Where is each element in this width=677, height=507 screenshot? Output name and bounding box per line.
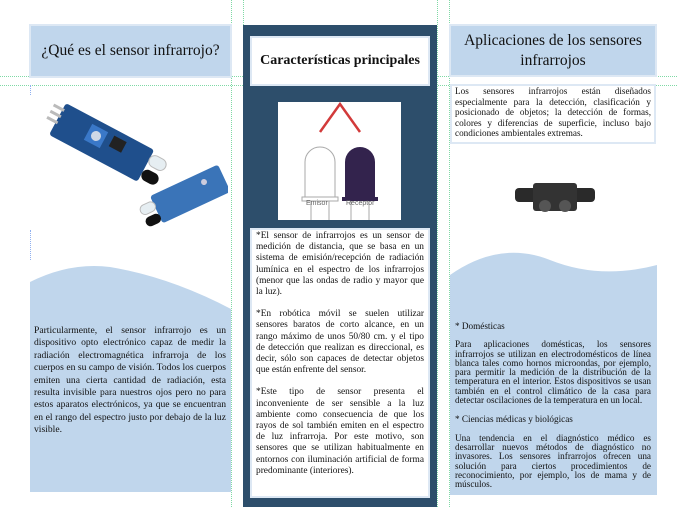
ir-sensor-module-photo xyxy=(38,95,228,230)
applications-list xyxy=(455,322,651,499)
margin-guide xyxy=(30,230,31,260)
application-heading: * Ciencias médicas y biológicas xyxy=(455,414,573,425)
right-intro: Los sensores infrarrojos están diseñados especialmente para la detección, clasificación y posicionado de objetos; la detección de formas, colores y diferencias de superficie, incluso bajo condiciones ambientales extremas. xyxy=(455,86,651,138)
sharp-ir-sensor-photo xyxy=(515,180,595,225)
right-title: Aplicaciones de los sensores infrarrojos xyxy=(464,31,642,69)
right-intro-box xyxy=(450,84,656,144)
right-title-box xyxy=(449,24,657,77)
feature-paragraph: *En robótica móvil se suelen utilizar sensores baratos de corto alcance, en un rango máximo de unos 50/80 cm. y el tipo de detección que realizan es direccional, es decir, sólo son capaces de detectar objetos que están enfrente del sensor. xyxy=(256,309,424,376)
emitter-label: Emisor xyxy=(306,200,328,207)
margin-guide xyxy=(30,85,31,95)
left-title: ¿Qué es el sensor infrarrojo? xyxy=(41,42,220,59)
application-text: Una tendencia en el diagnóstico médico es desarrollar nuevos métodos de diagnóstico no invasores. Los sensores infrarrojos ofrecen una solución para ciertos procedimientos de reconocimiento, por ejemplo, los de mama y de músculos. xyxy=(455,432,651,490)
emitter-receiver-diagram xyxy=(278,102,401,220)
receiver-label: Receptor xyxy=(346,200,375,207)
left-body-text: Particularmente, el sensor infrarrojo es un dispositivo opto electrónico capaz de medir la radiación electromagnética infrarroja de los cuerpos en su campo de visión. Todos los cuerpos emiten una cierta cantidad de radiación, esta resulta invisible para nuestros ojos pero no para estos aparatos electrónicos, ya que se encuentran en el rango del espectro justo por debajo de la luz visible. xyxy=(34,325,226,436)
middle-title-box xyxy=(250,36,430,86)
application-heading: * Domésticas xyxy=(455,321,505,331)
left-title-box xyxy=(29,24,232,78)
middle-title: Características principales xyxy=(260,53,420,68)
feature-paragraph: *El sensor de infrarrojos es un sensor de medición de distancia, que se basa en un sistema de emisión/recepción de radiación lumínica en el espectro de los infrarrojos (menor que las ondas de radio y mayor que la luz). xyxy=(256,231,424,298)
feature-paragraph: *Este tipo de sensor presenta el inconveniente de ser sensible a la luz ambiente como consecuencia de que los rayos de sol también emiten en el espectro de luz infrarroja. Por este motivo, son sensores que se utilizan habitualmente en entornos con iluminación artificial de forma predominante (interiores). xyxy=(256,387,424,476)
application-text: Para aplicaciones domésticas, los sensores infrarrojos se utilizan en electrodomésticos de línea blanca tales como hornos microondas, por ejemplo, para permitir la medición de la distribución de la temperatura en el interior. Estos dispositivos se usan también en el control climático de la casa para detectar oscilaciones de la temperatura en un local. xyxy=(455,339,651,406)
middle-body xyxy=(250,228,430,498)
